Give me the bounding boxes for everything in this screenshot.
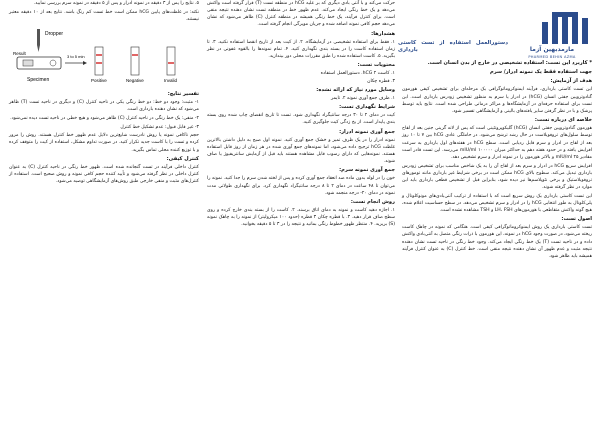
section-heading: تفسیر نتایج: (167, 90, 199, 97)
arrow-icon (65, 61, 87, 65)
left-column-bottom (9, 91, 199, 185)
section-heading: وسایل مورد نیاز که ارائه نشده: (316, 86, 395, 93)
positive-label: Positive (91, 77, 107, 83)
dropper-label: Dropper (45, 30, 64, 37)
paragraph: حجم ناکافی نمونه یا روش نادرست شایع‌ترین دلایل عدم ظهور خط کنترل هستند. روش را مرور کرده و تست را با کاست جدید تکرار کنید. در صورت تداوم مشکل، استفاده از کیت را متوقف کرده و با توزیع کننده محلی تماس بگیرید. (9, 133, 199, 153)
section-heading: هدف از آزمایش: (550, 78, 592, 85)
paragraph: حرکت می‌کند و با آنتی بادی دیگری که بر علیه hCG در منطقه تست (T) قرار گرفته است واکنش می‌دهد و یک خط رنگی ایجاد می‌کند. عدم ظهور خط در منطقه تست نشان دهنده نتیجه منفی است. برای کنترل فرآیند، یک خط رنگی همیشه در منطقه کنترل (C) ظاهر می‌شود که نشان می‌دهد حجم کافی نمونه اضافه شده و جریان مویرگی انجام گرفته است. (207, 1, 396, 28)
negative-label: Negative (126, 77, 144, 83)
brand-name-en: PHARMED BEHIN AZMA (528, 55, 576, 59)
dropper-icon (37, 29, 40, 52)
header (398, 0, 592, 59)
specimen-label: Specimen (27, 76, 50, 83)
section-heading: خلاصه ای درباره تست: (534, 117, 592, 124)
section-heading: روش انجام تست: (350, 198, 395, 205)
paragraph: خون را در لوله بدون ماده ضد انعقاد جمع آوری کرده و پس از لخته شدن سرم را جدا کنید. نمونه را می‌توان تا ۴۸ ساعت در دمای ۲ تا ۸ درجه سانتیگراد نگهداری کرد. برای نگهداری طولانی مدت نمونه در دمای ۲۰- درجه منجمد شود. (207, 176, 395, 196)
result-label: Result (13, 50, 26, 56)
paragraph: ۱. ظرف جمع آوری نمونه ۲. تایمر (330, 95, 395, 101)
middle-column-body (207, 0, 395, 229)
result-strip-positive (95, 47, 103, 75)
middle-column (207, 0, 395, 420)
section-heading: کنترل کیفی: (166, 155, 199, 162)
paragraph: کنترل داخلی فرآیند در تست گنجانده شده است. ظهور خط رنگی در ناحیه کنترل (C) به عنوان کنترل داخلی در نظر گرفته می‌شود و تأیید کننده حجم کافی نمونه و روش صحیح است. استفاده از کنترل‌های مثبت و منفی خارجی طبق روش‌های آزمایشگاهی توصیه می‌شود. (9, 164, 199, 185)
section-heading: اصول تست: (561, 216, 592, 223)
procedure-diagram (9, 25, 199, 87)
paragraph: ۳. قطره چکان (367, 78, 395, 84)
paragraph: نمونه ادرار را در یک ظرف تمیز و خشک جمع آوری کنید. نمونه اول صبح به دلیل داشتن بالاترین غلظت hCG ترجیح داده می‌شود، اما نمونه‌های جمع آوری شده در هر زمان از روز قابل استفاده هستند. نمونه‌هایی که دارای رسوب قابل مشاهده هستند باید قبل از آزمایش سانتریفیوژ یا صاف شوند. (207, 137, 395, 165)
time-label: 3 to 5 min (67, 53, 85, 59)
section-heading: هشدارها: (371, 30, 395, 37)
paragraph: ۲- منفی: یک خط رنگی در ناحیه کنترل (C) ظاهر می‌شود و هیچ خطی در ناحیه تست دیده نمی‌شود. (10, 115, 199, 121)
brand-name: مارمد‌بهین آزما (529, 46, 575, 53)
section-heading: جمع آوری نمونه ادرار: (339, 128, 395, 135)
invalid-label: Invalid (164, 77, 178, 83)
document-title: دستورالعمل استفاده از تست کاستی بارداری (398, 40, 508, 53)
paragraph: ۱. اجازه دهید کاست و نمونه به دمای اتاق برسند. ۲. کاست را از بسته بندی خارج کرده و روی سطح صاف قرار دهید. ۳. با قطره چکان ۳ قطره (حدود ۱۰۰ میکرولیتر) از نمونه را به چاهک نمونه (S) بریزید. ۴. منتظر ظهور خطوط رنگی بمانید و نتیجه را در ۳ تا ۵ دقیقه بخوانید. (207, 208, 395, 228)
left-column (9, 0, 199, 420)
procedure-figure (9, 25, 199, 87)
paragraph: هورمون گنادوتروپین جفتی انسان (hCG) گلیکوپروتئینی است که پس از لانه گزینی جنین بعد از لقاح توسط سلول‌های تروفوبلاست در حال رشد ترشح می‌شود. در حاملگی عادی hCG بین ۷ تا ۱۰ روز بعد از لقاح در ادرار و سرم قابل ردیابی است. سطح hCG در هفته‌های اول بارداری به سرعت افزایش یافته و در حدود هفته دهم به حداکثر میزان ۱۰۰۰۰۰ mIU/ml می‌رسد. این تست قادر است مقادیر ۲۵ mIU/ml و بالاتر هورمون را در نمونه ادرار و سرم تشخیص دهد. (402, 126, 593, 160)
paragraph: ۱. کاست hCG ۲. دستورالعمل استفاده (320, 71, 395, 77)
specimen-cassette-icon (17, 57, 61, 69)
paragraph: نکته: در غلظت‌های پایین hCG ممکن است خط تست کم رنگ باشد. نتایج بعد از ۱۰ دقیقه معتبر نیستند. (9, 9, 199, 22)
paragraph: تست کاستی بارداری یک روش ایمنوکروماتوگرافی کیفی است. هنگامی که نمونه در چاهک کاست ریخته می‌شود، در صورت وجود hCG در نمونه، این هورمون با ذرات رنگی متصل به آنتی‌بادی واکنش داده و در ناحیه تست (T) یک خط رنگی ایجاد می‌کند. وجود خط رنگی در ناحیه تست نشان دهنده نتیجه مثبت و عدم ظهور آن نشان دهنده نتیجه منفی است. خط کنترل (C) به عنوان کنترل فرآیند همیشه باید ظاهر شود. (402, 225, 592, 259)
section-heading: * کاربرد این تست: استفاده تشخیصی در خارج از بدن انسان است. (427, 60, 592, 66)
result-strip-negative (131, 47, 139, 75)
section-heading: شرایط نگهداری تست: (339, 104, 395, 111)
section-heading: جهت استفاده فقط یک نمونه ادرار/ سرم (490, 69, 592, 76)
paragraph: ۱- مثبت: وجود دو خط: دو خط رنگی یکی در ناحیه کنترل (C) و دیگری در ناحیه تست (T) ظاهر می‌شود که نشان دهنده بارداری است. (9, 100, 200, 113)
right-column (398, 0, 593, 420)
paragraph: افزایش سریع hCG در ادرار و سرم بعد از لقاح آن را به یک شاخص مناسب برای تشخیص زودرس بارداری تبدیل می‌کند. سطوح بالای hCG ممکن است در برخی شرایط غیر بارداری مانند تومورهای تروفوبلاستیک و برخی نئوپلاسم‌ها نیز دیده شود، بنابراین قبل از تشخیص قطعی بارداری باید این موارد در نظر گرفته شوند. (402, 163, 593, 190)
right-column-body (402, 60, 592, 260)
section-heading: محتویات تست: (357, 62, 395, 69)
paragraph: ۳- غیر قابل قبول: عدم تشکیل خط کنترل (120, 124, 199, 130)
section-heading: جمع آوری نمونه سرم: (339, 167, 395, 174)
paragraph: ۱. فقط برای استفاده تشخیصی در آزمایشگاه. ۲. از کیت بعد از تاریخ انقضا استفاده نکنید. ۳. تا زمان استفاده کاست را در بسته بندی نگهداری کنید. ۴. تمام نمونه‌ها را بالقوه عفونی در نظر بگیرید. ۵. کاست استفاده شده را طبق مقررات محلی دور بیندازید. (207, 39, 395, 60)
result-strip-invalid (167, 47, 175, 75)
paragraph: ۵. نتایج را پس از ۳ دقیقه در نمونه ادرار و پس از ۵ دقیقه در نمونه سرم بررسی نمایید. (33, 1, 199, 6)
paragraph: این تست کاستی بارداری، فرآیند ایمنوکروماتوگرافی یک مرحله‌ای برای تشخیص کیفی هورمون گنادوتروپین جفتی انسان (hCG) در ادرار یا سرم به منظور تشخیص زودرس بارداری است. این تست برای استفاده حرفه‌ای در آزمایشگاه‌ها و مراکز درمانی طراحی شده است. نتایج باید توسط پزشک و با در نظر گرفتن سایر یافته‌های بالینی و آزمایشگاهی تفسیر شود. (402, 87, 592, 114)
left-column-top (9, 0, 199, 23)
paragraph: کیت در دمای ۲ تا ۳۰ درجه سانتیگراد نگهداری شود. تست تا تاریخ انقضای چاپ شده روی بسته بندی پایدار است. از یخ زدگی کیت جلوگیری کنید. (207, 113, 396, 126)
paragraph: این تست کاستی بارداری یک روش سریع است که با استفاده از ترکیب آنتی‌بادی‌های مونوکلونال و پلی‌کلونال به طور انتخابی hCG را در ادرار و سرم تشخیص می‌دهد. در سطح حساسیت اعلام شده، هیچ گونه واکنش متقاطعی با هورمون‌های LH، FSH و TSH مشاهده نشده است. (402, 193, 593, 213)
